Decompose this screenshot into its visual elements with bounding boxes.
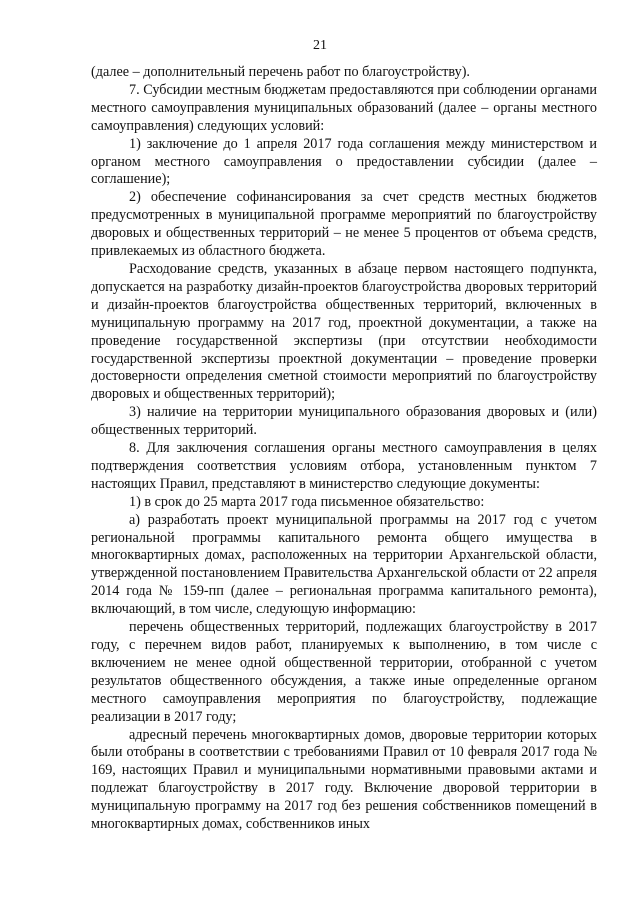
- paragraph: перечень общественных территорий, подлежащих благоустройству в 2017 году, с перечнем видов работ, планируемых к выполнению, в том числе с включением не менее одной общественной территории, отобранной с учетом результатов общественного обсуждения, а также иные определенные органом местного самоуправления мероприятия по благоустройству, подлежащие реализации в 2017 году;: [91, 619, 597, 725]
- document-body: [91, 64, 597, 834]
- paragraph: адресный перечень многоквартирных домов, дворовые территории которых были отобраны в соответствии с требованиями Правил от 10 февраля 2017 года № 169, настоящих Правил и муниципальными нормативными правовыми актами и подлежат благоустройству в 2017 году. Включение дворовой территории в муниципальную программу на 2017 год без решения собственников помещений в многоквартирных домах, собственников иных: [91, 726, 597, 833]
- paragraph: 2) обеспечение софинансирования за счет средств местных бюджетов предусмотренных в муниципальной программе мероприятий по благоустройству дворовых и общественных территорий – не менее 5 процентов от объема средств, привлекаемых из областного бюджета.: [91, 189, 597, 260]
- paragraph: Расходование средств, указанных в абзаце первом настоящего подпункта, допускается на разработку дизайн-проектов благоустройства дворовых территорий и дизайн-проектов благоустройства общественных территорий, включенных в муниципальную программу на 2017 год, проектной документации, а также на проведение государственной экспертизы (при отсутствии необходимости государственной экспертизы проектной документации – проведение проверки достоверности определения сметной стоимости мероприятий по благоустройству дворовых и общественных территорий);: [91, 260, 597, 403]
- paragraph: 3) наличие на территории муниципального образования дворовых и (или) общественных территорий.: [91, 404, 597, 439]
- paragraph: а) разработать проект муниципальной программы на 2017 год с учетом региональной программы капитального ремонта общего имущества в многоквартирных домах, расположенных на территории Архангельской области, утвержденной постановлением Правительства Архангельской области от 22 апреля 2014 года № 159-пп (далее – региональная программа капитального ремонта), включающий, в том числе, следующую информацию:: [91, 511, 597, 618]
- paragraph: (далее – дополнительный перечень работ по благоустройству).: [91, 64, 470, 80]
- paragraph: 8. Для заключения соглашения органы местного самоуправления в целях подтверждения соответствия условиям отбора, установленным пунктом 7 настоящих Правил, представляют в министерство следующие документы:: [91, 440, 597, 492]
- page-number: 21: [313, 38, 327, 53]
- paragraph: 1) в срок до 25 марта 2017 года письменное обязательство:: [129, 493, 485, 510]
- paragraph: 1) заключение до 1 апреля 2017 года соглашения между министерством и органом местного самоуправления о предоставлении субсидии (далее – соглашение);: [91, 135, 597, 188]
- paragraph: 7. Субсидии местным бюджетам предоставляются при соблюдении органами местного самоуправления муниципальных образований (далее – органы местного самоуправления) следующих условий:: [91, 81, 597, 134]
